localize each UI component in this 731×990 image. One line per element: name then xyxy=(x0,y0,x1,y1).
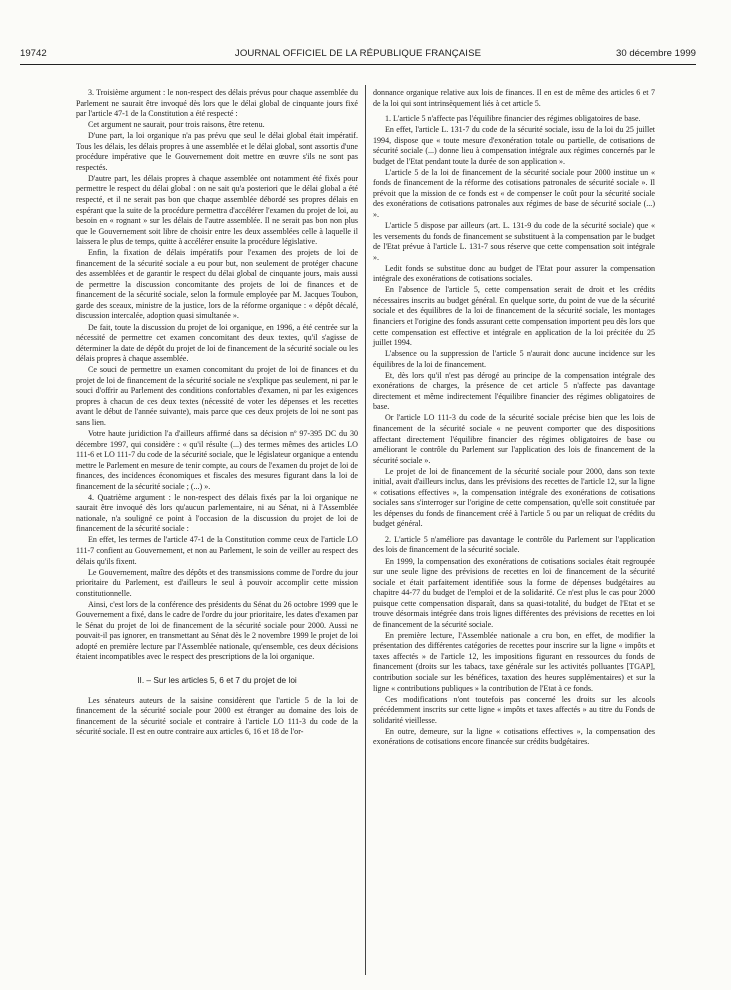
paragraph: En effet, l'article L. 131-7 du code de la sécurité sociale, issu de la loi du 25 juillet 1994, dispose que « toute mesure d'exonération totale ou partielle, de cotisations de sécurité sociale (...) donne lieu à compensation intégrale aux régimes concernés par le budget de l'Etat pendant toute la durée de son application ». xyxy=(373,125,655,166)
paragraph: Les sénateurs auteurs de la saisine considèrent que l'article 5 de la loi de financement de la sécurité sociale pour 2000 est étranger au domaine des lois de financement de la sécurité sociale et contraire à l'article LO 111-3 du code de la sécurité sociale. Il est en outre contraire aux articles 6, 16 et 18 de l'or- xyxy=(76,695,358,737)
right-column xyxy=(373,88,655,748)
paragraph: Ainsi, c'est lors de la conférence des présidents du Sénat du 26 octobre 1999 que le Gouvernement a fixé, dans le cadre de l'ordre du jour prioritaire, les dates d'examen par le Sénat du projet de loi de financement de la sécurité sociale pour 2000. Aussi ne pouvait-il pas ignorer, en transmettant au Sénat dès le 2 novembre 1999 le projet de loi adopté en première lecture par l'Assemblée nationale, qu'ensemble, ces deux décisions étaient incompatibles avec le respect des prescriptions de la loi organique. xyxy=(76,599,358,662)
header-rule xyxy=(20,64,696,65)
paragraph: Ledit fonds se substitue donc au budget de l'Etat pour assurer la compensation intégrale des exonérations de cotisations sociales. xyxy=(373,263,655,284)
paragraph: 3. Troisième argument : le non-respect des délais prévus pour chaque assemblée du Parlement ne saurait être invoqué dès lors que le délai global de cinquante jours fixé par l'article 47-1 de la Constitution a été respecté : xyxy=(76,88,358,119)
paragraph: donnance organique relative aux lois de finances. Il en est de même des articles 6 et 7 de la loi qui sont intrinsèquement liés à cet article 5. xyxy=(373,88,655,108)
paragraph: 4. Quatrième argument : le non-respect des délais fixés par la loi organique ne saurait être invoqué dès lors qu'aucun parlementaire, ni au Sénat, ni à l'Assemblée nationale, n'a souligné ce point à l'occasion de la discussion du projet de loi de financement de la sécurité sociale : xyxy=(76,492,358,534)
paragraph: Enfin, la fixation de délais impératifs pour l'examen des projets de loi de financement de la sécurité sociale a eu pour but, non seulement de protéger chacune des assemblées et de garantir le respect du délai global de cinquante jours, mais aussi de permettre la discussion concomitante des projets de loi de finances et de financement de la sécurité sociale, selon la formule employée par M. Jacques Toubon, garde des sceaux, ministre de la justice, lors de la réforme organique : « dépôt décalé, discussion intercalée, adoption quasi simultanée ». xyxy=(76,248,358,321)
paragraph: Cet argument ne saurait, pour trois raisons, être retenu. xyxy=(88,120,265,130)
page-number: 19742 xyxy=(20,48,47,59)
paragraph: De fait, toute la discussion du projet de loi organique, en 1996, a été centrée sur la nécessité de permettre cet examen concomitant des deux textes, qu'il s'agisse de déterminer la date de dépôt du projet de loi de financement de la sécurité sociale ou les délais propres à chaque assemblée. xyxy=(76,322,358,364)
page-header xyxy=(20,44,696,64)
paragraph: Et, dès lors qu'il n'est pas dérogé au principe de la compensation intégrale des exonérations de charges, la présence de cet article 5 n'affecte pas davantage directement et même indirectement l'équilibre financier des régimes obligatoires de base. xyxy=(373,370,655,412)
paragraph: En outre, demeure, sur la ligne « cotisations effectives », la compensation des exonérations de cotisations encore financée sur crédits budgétaires. xyxy=(373,726,655,747)
journal-title: JOURNAL OFFICIEL DE LA RÉPUBLIQUE FRANÇAISE xyxy=(234,48,482,59)
paragraph: D'autre part, les délais propres à chaque assemblée ont notamment été fixés pour permettre le respect du délai global : on ne sait qu'a posteriori que le délai global a été respecté, et il ne serait pas bon que chaque assemblée débordé ses propres délais en espérant que la suite de la procédure permettra d'accélérer l'examen du projet de loi, au besoin en « rognant » sur les délais de l'autre assemblée. Il ne serait pas bon non plus que le Gouvernement soit libre de choisir entre les deux assemblées celle à laquelle il laissera le plus de temps, quitte à accélérer ensuite la procédure législative. xyxy=(76,173,358,247)
paragraph: Le projet de loi de financement de la sécurité sociale pour 2000, dans son texte initial, avait d'ailleurs inclus, dans les prévisions des recettes de l'article 12, sur la ligne « cotisations effectives », la compensation intégrale des exonérations de cotisations sociales sans s'interroger sur l'origine de cette compensation, qu'elle soit constituée par les dépenses du fonds de financement créé à l'article 5 ou par un reliquat de crédits du budget général. xyxy=(373,466,655,529)
paragraph: 1. L'article 5 n'affecte pas l'équilibre financier des régimes obligatoires de base. xyxy=(385,114,641,124)
paragraph: Ce souci de permettre un examen concomitant du projet de loi de finances et du projet de loi de financement de la sécurité sociale ne s'explique pas seulement, ni par le souci d'offrir au Parlement des conditions confortables d'examen, ni par les exigences propres à chacun de ces deux textes (nécessité de voter les dépenses et les recettes avant le début de l'année suivante), mais parce que ces deux projets de loi ne sont pas sans lien. xyxy=(76,365,358,427)
column-divider xyxy=(365,85,366,975)
paragraph: L'absence ou la suppression de l'article 5 n'aurait donc aucune incidence sur les équilibres de la loi de financement. xyxy=(373,349,655,369)
paragraph: Votre haute juridiction l'a d'ailleurs affirmé dans sa décision nº 97-395 DC du 30 décembre 1997, qui considère : « qu'il résulte (...) des termes mêmes des articles LO 111-6 et LO 111-7 du code de la sécurité sociale, que le législateur organique a entendu mettre le Parlement en mesure de tenir compte, au cours de l'examen du projet de loi de finances, des incidences économiques et fiscales des mesures figurant dans la loi de financement de la sécurité sociale ; (...) ». xyxy=(76,429,358,491)
paragraph: L'article 5 dispose par ailleurs (art. L. 131-9 du code de la sécurité sociale) que « les versements du fonds de financement se substituent à la compensation par le budget de l'Etat prévue à l'article L. 131-7 sous réserve que cette compensation soit intégrale ». xyxy=(373,221,655,262)
paragraph: D'une part, la loi organique n'a pas prévu que seul le délai global était impératif. Tous les délais, les délais propres à une assemblée et le délai global, sont assortis d'une procédure impérative que le Gouvernement doit mettre en œuvre s'ils ne sont pas respectés. xyxy=(76,131,358,172)
paragraph: L'article 5 de la loi de financement de la sécurité sociale pour 2000 institue un « fonds de financement de la réforme des cotisations patronales de sécurité sociale ». Il prévoit que la mission de ce fonds est « de compenser le coût pour la sécurité sociale des exonérations de cotisations patronales aux régimes de base de sécurité sociale (...) ». xyxy=(373,167,655,220)
paragraph: En 1999, la compensation des exonérations de cotisations sociales était regroupée sur une seule ligne des prévisions de recettes en loi de financement de la sécurité sociale et était parfaitement identifiée sous la forme de dépenses budgétaires au chapitre 44-77 du budget de l'emploi et de la solidarité. Ce n'est plus le cas pour 2000 puisque cette compensation disparaît, dans sa quasi-totalité, du budget de l'Etat et se trouve désormais intégrée dans trois lignes différentes des prévisions de recettes en loi de financement de la sécurité sociale. xyxy=(373,556,655,629)
left-column xyxy=(76,88,358,738)
issue-date: 30 décembre 1999 xyxy=(615,48,696,59)
paragraph: 2. L'article 5 n'améliore pas davantage le contrôle du Parlement sur l'application des lois de financement de la sécurité sociale. xyxy=(373,534,655,555)
paragraph: En l'absence de l'article 5, cette compensation serait de droit et les crédits nécessaires inscrits au budget général. En quelque sorte, du point de vue de la sécurité sociale et des équilibres de la loi de financement de la sécurité sociale, les montages financiers et l'origine des fonds assurant cette compensation importent peu dès lors que cette compensation est effective et intégrale en application de la loi précitée du 25 juillet 1994. xyxy=(373,285,655,348)
paragraph: Or l'article LO 111-3 du code de la sécurité sociale précise bien que les lois de financement de la sécurité sociale « ne peuvent comporter que des dispositions affectant directement l'équilibre financier des régimes obligatoires de base ou améliorant le contrôle du Parlement sur l'application des lois de financement de la sécurité sociale ». xyxy=(373,413,655,465)
paragraph: Le Gouvernement, maître des dépôts et des transmissions comme de l'ordre du jour prioritaire du Parlement, est d'ailleurs le seul à pouvoir accomplir cette mission constitutionnelle. xyxy=(76,567,358,598)
paragraph: Ces modifications n'ont toutefois pas concerné les droits sur les alcools précédemment inscrits sur cette ligne « impôts et taxes affectés » au titre du Fonds de solidarité vieillesse. xyxy=(373,694,655,725)
paragraph: En première lecture, l'Assemblée nationale a cru bon, en effet, de modifier la présentation des différentes catégories de recettes pour inscrire sur la ligne « impôts et taxes affectés » de l'article 12, les impositions figurant en ressources du fonds de financement (droits sur les tabacs, taxe générale sur les activités polluantes [TGAP], contribution sociale sur les bénéfices, taxation des heures supplémentaires) et sur la ligne « contributions publiques » la contribution de l'Etat à ce fonds. xyxy=(373,630,655,693)
paragraph: En effet, les termes de l'article 47-1 de la Constitution comme ceux de l'article LO 111-7 confient au Gouvernement, et non au Parlement, le soin de veiller au respect des délais qu'ils fixent. xyxy=(76,535,358,566)
section-heading: II. – Sur les articles 5, 6 et 7 du projet de loi xyxy=(137,675,297,686)
